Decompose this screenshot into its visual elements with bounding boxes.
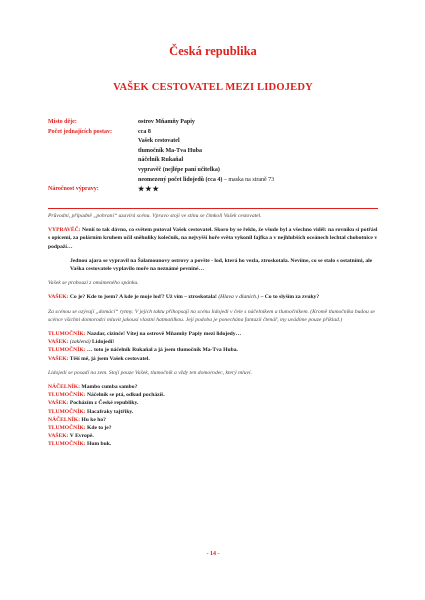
dialogue-line: TLUMOČNÍK: Kde to je? [48,425,112,432]
dialogue-line: VAŠEK: Těší mě, já jsem Vašek cestovatel. [48,355,150,362]
speaker-name: VYPRAVĚČ: [48,227,81,234]
meta-difficulty-row [48,185,378,195]
cast-item: vypravěč (nejlépe paní učitelka) [138,166,220,173]
dialogue-line: TLUMOČNÍK: … toto je náčelník Rukaňal a já jsem tlumočník Ma-Tva Huba. [48,347,238,354]
play-metadata [48,118,378,195]
cast-item: Vašek cestovatel [138,138,180,145]
dialogue-line: VAŠEK: (zaklená) Lidojedi! [48,339,115,346]
cast-item: neomezený počet lidojedů (cca 4) – maska na straně 73 [138,176,275,183]
dialogue-line: TLUMOČNÍK: Náčelník se ptá, odkud pocházíš. [48,392,165,399]
meta-place-row [48,118,378,128]
vasek-speech: VAŠEK: Co je? Kde to jsem? A kde je moje loď? Už vím – ztroskotala! (Hlava v dlaních.) – Co to slyším za zvuky? [48,294,320,301]
dialogue-line: VAŠEK: Pocházím z České republiky. [48,400,139,407]
stage-direction: Za scénou se ozývají „domácí“ rytmy. V jejich taktu přihopsají na scénu lidojedi v čele s náčelníkem a tlumočníkem. (Kromě tlumočníka budou se scénce všichni domorodci mluvit jakousi vlastní hatmatilkou. Její podoba je ponechána fantazii čtenář, my uvádíme pouze příklad.) [48,308,375,323]
dialogue-block [48,383,378,449]
difficulty-stars: ★★★ [138,185,160,194]
dialogue-block [48,330,378,363]
cast-value: cca 8 [138,128,151,135]
document-page [48,0,378,600]
narrator-speech: VYPRAVĚČ: Nenií to tak dávno, co světem putoval Vašek cestovatel. Skoro by se řeklo, že všude byl a všechno viděl: na rovníku si potřásl s opicemi, za polárním kruhem učil sněhuliky kolečník, na nejvyšší hoře světa vykonil fajfka a v nejhlubších oceánech lechtal chobotnice v podpaží… [48,227,378,250]
play-text [48,212,378,455]
cast-label: Počet jednajících postav: [48,128,112,135]
cast-item: náčelník Rukaňal [138,157,184,164]
page-number: - 14 - [206,551,220,557]
stage-direction: Vašek se probouzí z omámeného spánku. [48,280,139,287]
narrator-speech-cont: Jednou ajara se vypravil na Šalamounovy ostrovy a povšte - lod, která ho vezla, ztroskotala. Nevíme, co se stalo s ostatními, ale Vaška cestovatele vyplavilo moře na neznámé pevniné… [70,257,373,273]
place-label: Místo děje: [48,119,77,125]
country-heading: Česká republika [169,44,257,58]
dialogue-line: TLUMOČNÍK: Nazdar, cizinče! Vítej na ostrově Mňamňy Papiy mezi lidojedy… [48,331,242,338]
difficulty-label: Náročnost výpravy: [48,186,99,193]
speaker-name: VAŠEK: [48,294,69,301]
place-value: ostrov Mňamňy Papiy [138,119,195,125]
divider-line [48,208,378,209]
stage-direction: Průvodní, případně „pohraní“ uzavírá scénu. Vpravo stojí ve stínu se čímkoli Vašek cestovatel. [48,213,262,219]
dialogue-line: TLUMOČNÍK: Hacafraky tajtřiky. [48,408,134,415]
cast-item: tlumočník Ma-Tva Huba [138,147,203,154]
play-title: VAŠEK CESTOVATEL MEZI LIDOJEDY [113,82,313,93]
meta-cast-row [48,128,378,138]
dialogue-line: VAŠEK: V Evropě. [48,433,94,440]
dialogue-line: NÁČELNÍK: Mambo cumba sambo? [48,384,138,391]
dialogue-line: TLUMOČNÍK: Hum buk. [48,441,112,448]
dialogue-line: NÁČELNÍK: Hu ke ho? [48,416,106,423]
stage-direction: Lidojedi se posadí na zem. Stojí pouze Vašek, tlumočník a vždy ten domorodec, který mluví. [48,369,252,376]
